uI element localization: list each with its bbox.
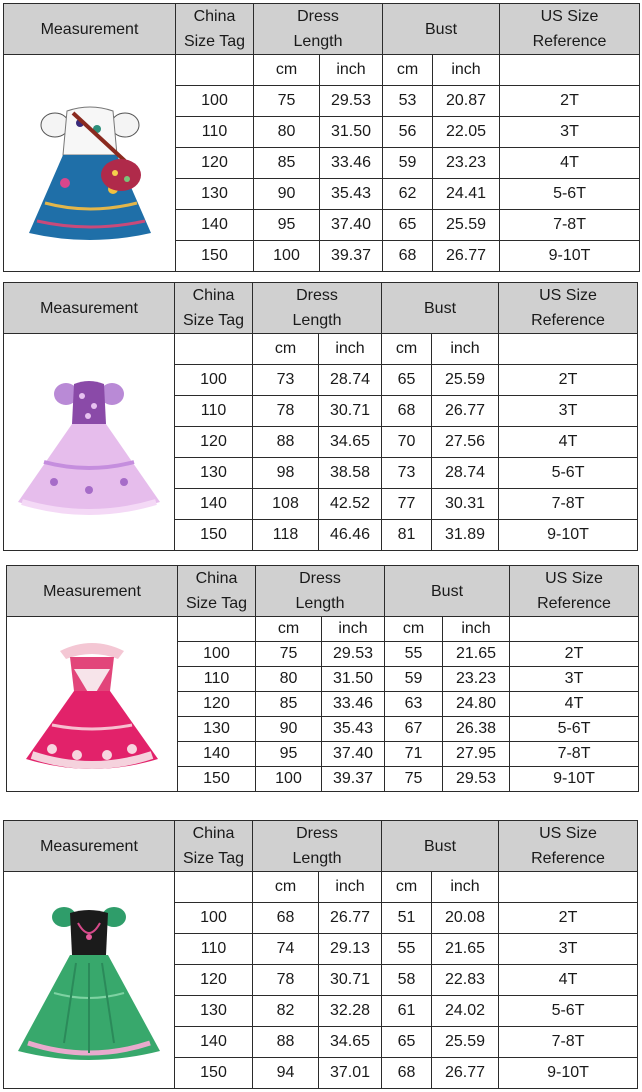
- dress-image-blue: [4, 55, 176, 272]
- length-cm: 88: [253, 427, 319, 458]
- dress-length-header: Dress Length: [256, 566, 385, 617]
- length-inch: 37.40: [320, 210, 383, 241]
- size-tag: 120: [175, 427, 253, 458]
- length-inch: 33.46: [322, 692, 385, 717]
- us-size: 5-6T: [510, 717, 639, 742]
- bust-inch: 24.80: [443, 692, 510, 717]
- length-cm: 98: [253, 458, 319, 489]
- bust-cm: 61: [382, 996, 432, 1027]
- us-size-reference-header: US Size Reference: [510, 566, 639, 617]
- us-size: 2T: [499, 903, 638, 934]
- us-size: 4T: [500, 148, 640, 179]
- size-table-3: [6, 565, 639, 792]
- length-cm: 85: [254, 148, 320, 179]
- unit-cm: cm: [254, 55, 320, 86]
- length-cm: 78: [253, 396, 319, 427]
- bust-inch: 25.59: [432, 365, 499, 396]
- bust-inch: 25.59: [432, 1027, 499, 1058]
- unit-inch: inch: [320, 55, 383, 86]
- length-inch: 29.13: [319, 934, 382, 965]
- bust-cm: 55: [385, 642, 443, 667]
- size-tag: 120: [175, 965, 253, 996]
- bust-inch: 20.87: [433, 86, 500, 117]
- us-size: 4T: [499, 427, 638, 458]
- bust-cm: 56: [383, 117, 433, 148]
- length-cm: 73: [253, 365, 319, 396]
- length-cm: 118: [253, 520, 319, 551]
- size-tag: 130: [176, 179, 254, 210]
- length-inch: 39.37: [322, 767, 385, 792]
- bust-cm: 73: [382, 458, 432, 489]
- us-size: 7-8T: [499, 489, 638, 520]
- size-tag: 110: [176, 117, 254, 148]
- length-inch: 37.01: [319, 1058, 382, 1089]
- length-cm: 95: [254, 210, 320, 241]
- length-inch: 39.37: [320, 241, 383, 272]
- bust-cm: 62: [383, 179, 433, 210]
- size-tag: 140: [176, 210, 254, 241]
- bust-cm: 68: [383, 241, 433, 272]
- bust-cm: 81: [382, 520, 432, 551]
- size-tag: 150: [176, 241, 254, 272]
- length-inch: 32.28: [319, 996, 382, 1027]
- us-size: 3T: [499, 396, 638, 427]
- length-inch: 29.53: [322, 642, 385, 667]
- length-inch: 33.46: [320, 148, 383, 179]
- length-inch: 38.58: [319, 458, 382, 489]
- length-cm: 80: [254, 117, 320, 148]
- size-tag: 130: [175, 458, 253, 489]
- bust-header: Bust: [383, 4, 500, 55]
- bust-inch: 28.74: [432, 458, 499, 489]
- length-inch: 31.50: [322, 667, 385, 692]
- bust-inch: 26.77: [432, 1058, 499, 1089]
- size-tag: 100: [178, 642, 256, 667]
- dress-image-green: [4, 872, 175, 1089]
- length-inch: 34.65: [319, 427, 382, 458]
- size-tag: 100: [175, 903, 253, 934]
- bust-cm: 70: [382, 427, 432, 458]
- bust-inch: 21.65: [443, 642, 510, 667]
- unit-inch: inch: [319, 872, 382, 903]
- length-cm: 90: [254, 179, 320, 210]
- size-tag: 140: [178, 742, 256, 767]
- us-size: 5-6T: [500, 179, 640, 210]
- unit-inch: inch: [443, 617, 510, 642]
- size-tag: 110: [178, 667, 256, 692]
- length-inch: 31.50: [320, 117, 383, 148]
- green-dress-icon: [14, 893, 164, 1068]
- us-size: 5-6T: [499, 996, 638, 1027]
- unit-cm: cm: [385, 617, 443, 642]
- china-size-tag-header: China Size Tag: [175, 283, 253, 334]
- measurement-header: Measurement: [4, 4, 176, 55]
- length-inch: 35.43: [320, 179, 383, 210]
- bust-inch: 24.41: [433, 179, 500, 210]
- bust-inch: 27.95: [443, 742, 510, 767]
- bust-inch: 26.38: [443, 717, 510, 742]
- length-cm: 85: [256, 692, 322, 717]
- bust-inch: 25.59: [433, 210, 500, 241]
- length-cm: 90: [256, 717, 322, 742]
- length-cm: 82: [253, 996, 319, 1027]
- bust-cm: 55: [382, 934, 432, 965]
- lilac-dress-icon: [14, 362, 164, 522]
- dress-length-header: Dress Length: [253, 283, 382, 334]
- bust-inch: 23.23: [433, 148, 500, 179]
- bust-cm: 65: [383, 210, 433, 241]
- unit-inch: inch: [322, 617, 385, 642]
- unit-inch: inch: [432, 872, 499, 903]
- unit-inch: inch: [319, 334, 382, 365]
- bust-cm: 68: [382, 396, 432, 427]
- length-cm: 68: [253, 903, 319, 934]
- measurement-header: Measurement: [7, 566, 178, 617]
- bust-inch: 26.77: [432, 396, 499, 427]
- measurement-header: Measurement: [4, 283, 175, 334]
- bust-header: Bust: [382, 821, 499, 872]
- dress-length-header: Dress Length: [254, 4, 383, 55]
- unit-inch: inch: [433, 55, 500, 86]
- size-tag: 120: [176, 148, 254, 179]
- size-tag: 150: [175, 520, 253, 551]
- length-inch: 30.71: [319, 396, 382, 427]
- length-inch: 34.65: [319, 1027, 382, 1058]
- bust-inch: 20.08: [432, 903, 499, 934]
- length-inch: 42.52: [319, 489, 382, 520]
- size-tag: 130: [175, 996, 253, 1027]
- bust-cm: 71: [385, 742, 443, 767]
- china-size-tag-header: China Size Tag: [178, 566, 256, 617]
- size-table-4: [3, 820, 638, 1089]
- size-table-2: [3, 282, 638, 551]
- length-inch: 29.53: [320, 86, 383, 117]
- bust-cm: 67: [385, 717, 443, 742]
- bust-cm: 51: [382, 903, 432, 934]
- length-cm: 108: [253, 489, 319, 520]
- pink-dress-icon: [22, 629, 162, 779]
- bust-inch: 29.53: [443, 767, 510, 792]
- measurement-header: Measurement: [4, 821, 175, 872]
- china-size-tag-header: China Size Tag: [175, 821, 253, 872]
- us-size-reference-header: US Size Reference: [499, 821, 638, 872]
- bust-cm: 77: [382, 489, 432, 520]
- unit-cm: cm: [253, 334, 319, 365]
- length-cm: 75: [256, 642, 322, 667]
- bust-inch: 31.89: [432, 520, 499, 551]
- size-tag: 110: [175, 396, 253, 427]
- unit-cm: cm: [382, 334, 432, 365]
- dress-image-pink: [7, 617, 178, 792]
- bust-cm: 75: [385, 767, 443, 792]
- length-inch: 35.43: [322, 717, 385, 742]
- us-size-reference-header: US Size Reference: [499, 283, 638, 334]
- bust-inch: 22.05: [433, 117, 500, 148]
- us-size: 2T: [510, 642, 639, 667]
- size-tag: 150: [178, 767, 256, 792]
- unit-cm: cm: [253, 872, 319, 903]
- length-inch: 26.77: [319, 903, 382, 934]
- us-size: 4T: [510, 692, 639, 717]
- us-size-reference-header: US Size Reference: [500, 4, 640, 55]
- unit-inch: inch: [432, 334, 499, 365]
- size-tag: 140: [175, 1027, 253, 1058]
- us-size: 3T: [500, 117, 640, 148]
- bust-cm: 63: [385, 692, 443, 717]
- us-size: 9-10T: [500, 241, 640, 272]
- dress-image-lilac: [4, 334, 175, 551]
- bust-cm: 59: [385, 667, 443, 692]
- us-size: 9-10T: [510, 767, 639, 792]
- length-cm: 80: [256, 667, 322, 692]
- bust-header: Bust: [382, 283, 499, 334]
- size-tag: 150: [175, 1058, 253, 1089]
- us-size: 2T: [500, 86, 640, 117]
- length-inch: 46.46: [319, 520, 382, 551]
- bust-inch: 30.31: [432, 489, 499, 520]
- bust-inch: 23.23: [443, 667, 510, 692]
- size-tag: 110: [175, 934, 253, 965]
- bust-cm: 58: [382, 965, 432, 996]
- length-cm: 74: [253, 934, 319, 965]
- length-inch: 30.71: [319, 965, 382, 996]
- bust-inch: 21.65: [432, 934, 499, 965]
- us-size: 2T: [499, 365, 638, 396]
- length-cm: 100: [256, 767, 322, 792]
- us-size: 3T: [510, 667, 639, 692]
- length-inch: 28.74: [319, 365, 382, 396]
- bust-header: Bust: [385, 566, 510, 617]
- size-tag: 100: [175, 365, 253, 396]
- us-size: 4T: [499, 965, 638, 996]
- unit-cm: cm: [256, 617, 322, 642]
- length-cm: 94: [253, 1058, 319, 1089]
- bust-cm: 65: [382, 1027, 432, 1058]
- us-size: 5-6T: [499, 458, 638, 489]
- us-size: 9-10T: [499, 520, 638, 551]
- length-cm: 100: [254, 241, 320, 272]
- size-tag: 130: [178, 717, 256, 742]
- bust-cm: 68: [382, 1058, 432, 1089]
- length-cm: 75: [254, 86, 320, 117]
- us-size: 7-8T: [499, 1027, 638, 1058]
- us-size: 7-8T: [500, 210, 640, 241]
- size-tag: 120: [178, 692, 256, 717]
- blue-dress-icon: [25, 83, 155, 243]
- us-size: 9-10T: [499, 1058, 638, 1089]
- bust-inch: 27.56: [432, 427, 499, 458]
- length-cm: 95: [256, 742, 322, 767]
- size-tag: 140: [175, 489, 253, 520]
- us-size: 7-8T: [510, 742, 639, 767]
- unit-cm: cm: [383, 55, 433, 86]
- bust-cm: 65: [382, 365, 432, 396]
- bust-inch: 24.02: [432, 996, 499, 1027]
- china-size-tag-header: China Size Tag: [176, 4, 254, 55]
- unit-cm: cm: [382, 872, 432, 903]
- bust-inch: 22.83: [432, 965, 499, 996]
- length-inch: 37.40: [322, 742, 385, 767]
- bust-cm: 53: [383, 86, 433, 117]
- bust-inch: 26.77: [433, 241, 500, 272]
- size-table-1: [3, 3, 640, 272]
- bust-cm: 59: [383, 148, 433, 179]
- size-tag: 100: [176, 86, 254, 117]
- dress-length-header: Dress Length: [253, 821, 382, 872]
- length-cm: 88: [253, 1027, 319, 1058]
- us-size: 3T: [499, 934, 638, 965]
- length-cm: 78: [253, 965, 319, 996]
